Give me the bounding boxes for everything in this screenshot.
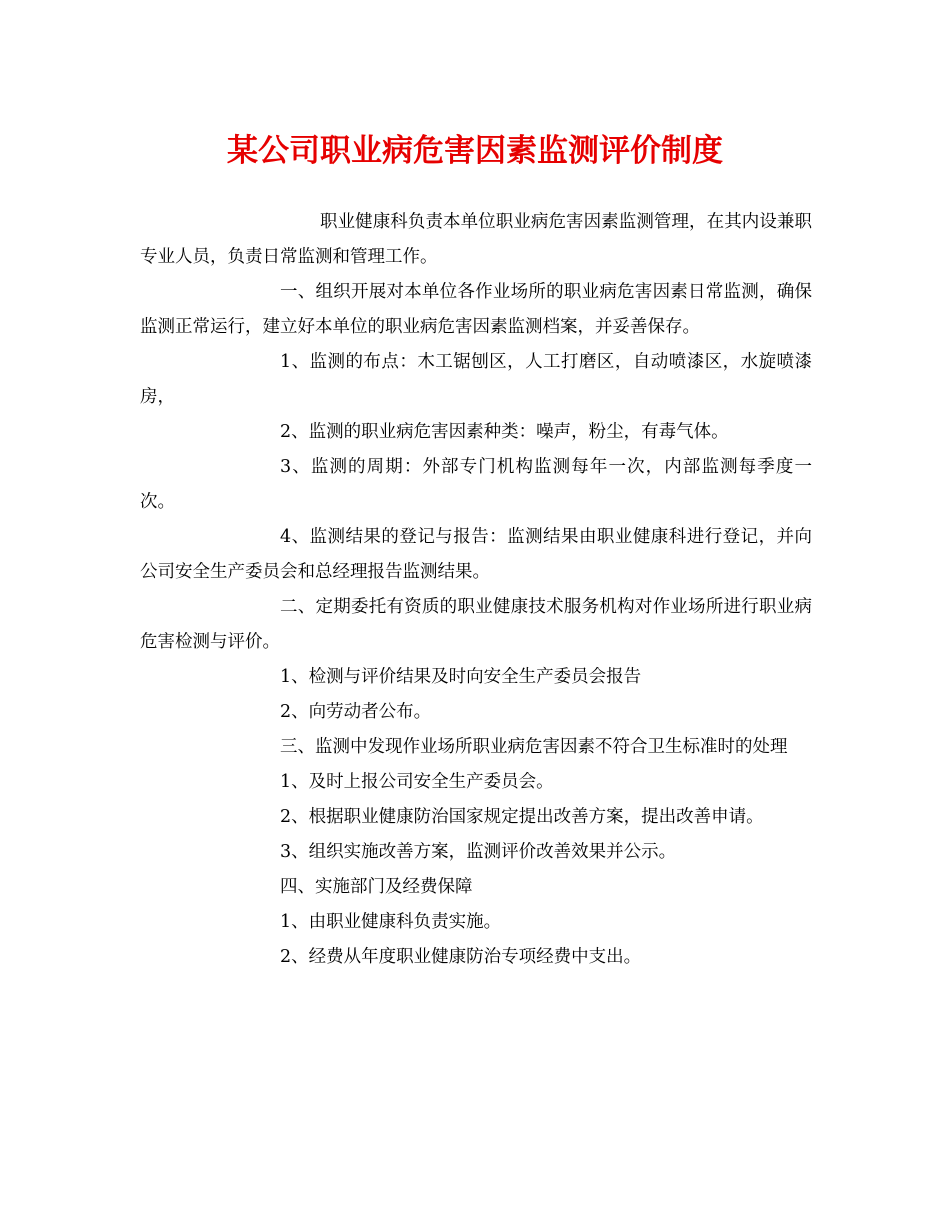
paragraph-item: 4、监测结果的登记与报告：监测结果由职业健康科进行登记，并向公司安全生产委员会和总经理报告监测结果。 <box>140 527 812 582</box>
paragraph-section-3: 三、监测中发现作业场所职业病危害因素不符合卫生标准时的处理 <box>280 737 788 757</box>
paragraph-section-2: 二、定期委托有资质的职业健康技术服务机构对作业场所进行职业病危害检测与评价。 <box>140 597 812 652</box>
document-body <box>140 205 812 975</box>
paragraph-intro: 职业健康科负责本单位职业病危害因素监测管理，在其内设兼职专业人员，负责日常监测和管理工作。 <box>140 212 812 267</box>
paragraph-item: 3、监测的周期：外部专门机构监测每年一次，内部监测每季度一次。 <box>140 457 812 512</box>
paragraph-item: 2、监测的职业病危害因素种类：噪声，粉尘，有毒气体。 <box>280 422 729 442</box>
paragraph-item: 1、检测与评价结果及时向安全生产委员会报告 <box>280 667 642 687</box>
document-title: 某公司职业病危害因素监测评价制度 <box>227 133 723 169</box>
paragraph-item: 1、及时上报公司安全生产委员会。 <box>280 772 554 792</box>
paragraph-section-4: 四、实施部门及经费保障 <box>280 877 473 897</box>
paragraph-item: 2、根据职业健康防治国家规定提出改善方案，提出改善申请。 <box>280 807 764 827</box>
paragraph-item: 2、向劳动者公布。 <box>280 702 432 722</box>
paragraph-item: 1、由职业健康科负责实施。 <box>280 912 502 932</box>
paragraph-item: 2、经费从年度职业健康防治专项经费中支出。 <box>280 947 642 967</box>
paragraph-item: 1、监测的布点：木工锯刨区，人工打磨区，自动喷漆区，水旋喷漆房， <box>140 352 812 407</box>
paragraph-section-1: 一、组织开展对本单位各作业场所的职业病危害因素日常监测，确保监测正常运行，建立好本单位的职业病危害因素监测档案，并妥善保存。 <box>140 282 812 337</box>
paragraph-item: 3、组织实施改善方案，监测评价改善效果并公示。 <box>280 842 677 862</box>
